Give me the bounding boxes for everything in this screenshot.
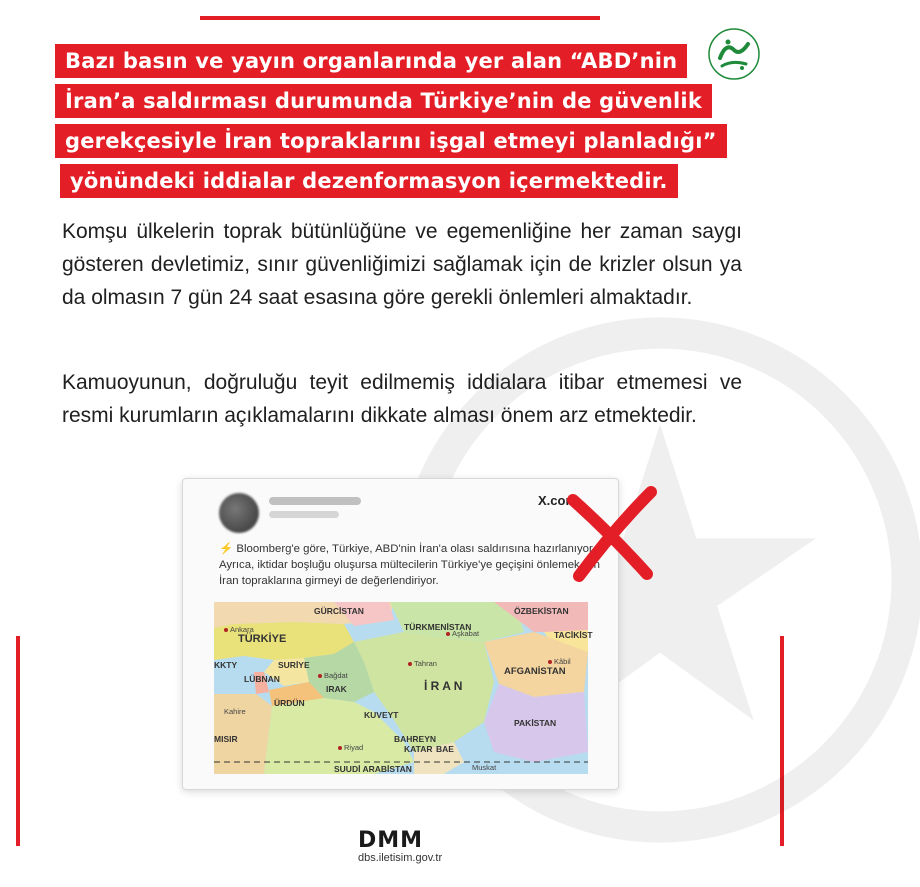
map-city-dot (224, 628, 228, 632)
headline-line-3: gerekçesiyle İran topraklarını işgal etmeyi planladığı” (55, 124, 727, 158)
map-label-turkiye: TÜRKİYE (238, 633, 287, 645)
headline-block (55, 44, 745, 204)
map-label-urdun: ÜRDÜN (274, 698, 305, 708)
map-label-kkty: KKTY (214, 660, 238, 670)
left-accent-rule (16, 636, 20, 846)
body-paragraph-2: Kamuoyunun, doğruluğu teyit edilmemiş iddialara itibar etmemesi ve resmi kurumların açıklamalarını dikkate alması önem arz etmektedir. (62, 371, 742, 427)
tweet-text-body: Bloomberg'e göre, Türkiye, ABD'nin İran'a olası saldırısına hazırlanıyor. Ayrıca, iktidar boşluğu oluşursa mültecilerin Türkiye'ye geçişini önlemek için İran topraklarına girmeyi de değerlendiriyor. (219, 543, 600, 587)
top-accent-rule (200, 16, 600, 20)
headline-line-2: İran’a saldırması durumunda Türkiye’nin de güvenlik (55, 84, 712, 118)
headline-line-1: Bazı basın ve yayın organlarında yer alan “ABD’nin (55, 44, 687, 78)
map-label-tacikistan: TACİKİST (554, 630, 593, 640)
map-label-ozbekistan: ÖZBEKİSTAN (514, 606, 569, 616)
blurred-avatar (219, 493, 259, 533)
false-claim-cross-icon (555, 478, 665, 588)
map-city-dot (446, 632, 450, 636)
tweet-source-label: X.com (538, 493, 578, 508)
map-label-kabil: Kâbil (554, 657, 571, 666)
blurred-author-handle (269, 511, 339, 518)
map-label-misir: MISIR (214, 734, 238, 744)
map-label-riyad: Riyad (344, 743, 364, 752)
map-label-irak: IRAK (326, 684, 347, 694)
map-label-kahire: Kahire (224, 707, 246, 716)
map-label-bae: BAE (436, 744, 454, 754)
map-label-katar: KATAR (404, 744, 433, 754)
map-label-tahran: Tahran (414, 659, 437, 668)
channel-logo-icon (708, 28, 760, 80)
map-label-kuveyt: KUVEYT (364, 710, 399, 720)
footer-url: dbs.iletisim.gov.tr (358, 852, 443, 864)
map-label-lubnan: LÜBNAN (244, 674, 280, 684)
map-city-dot (318, 674, 322, 678)
map-label-askabat: Aşkabat (452, 629, 480, 638)
map-city-dot (338, 746, 342, 750)
headline-line-4: yönündeki iddialar dezenformasyon içermektedir. (60, 164, 678, 198)
lightning-icon: ⚡ (219, 543, 234, 555)
map-label-suriye: SURİYE (278, 660, 310, 670)
map-label-bagdat: Bağdat (324, 671, 348, 680)
map-label-maskat: Muskat (472, 763, 497, 772)
map-label-bahreyn: BAHREYN (394, 734, 437, 744)
map-label-turkmenistan: TÜRKMENİSTAN (404, 622, 472, 632)
map-label-iran: İ R A N (424, 679, 463, 693)
region-map (214, 602, 593, 774)
map-label-gurcistan: GÜRCİSTAN (314, 606, 364, 616)
dmm-logo: DMM (358, 828, 424, 853)
body-paragraph-1: Komşu ülkelerin toprak bütünlüğüne ve egemenliğine her zaman saygı gösteren devletimiz, sınır güvenliğimizi sağlamak için de krizler olsun ya da olmasın 7 gün 24 saat esasına göre gerekli önlemleri almaktadır. (62, 220, 742, 309)
map-city-dot (548, 660, 552, 664)
tweet-text (219, 541, 609, 589)
map-label-suudi: SUUDİ ARABİSTAN (334, 764, 412, 774)
blurred-author-name (269, 497, 361, 505)
map-label-ankara: Ankara (230, 625, 254, 634)
map-label-pakistan: PAKİSTAN (514, 718, 557, 728)
map-city-dot (408, 662, 412, 666)
map-label-afganistan: AFGANİSTAN (504, 666, 566, 677)
